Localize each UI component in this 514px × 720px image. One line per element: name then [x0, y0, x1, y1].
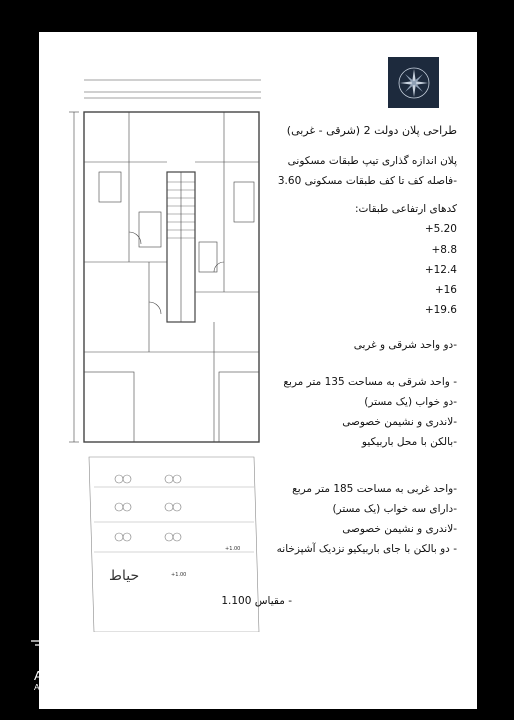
- brand-name: ARHZTARH: [34, 668, 108, 683]
- plan-elev-label: +1.00: [171, 572, 187, 578]
- scale-label: - مقیاس 1.100: [221, 595, 292, 607]
- west-unit-line: - دو بالکن با جای باربیکیو نزدیک آشپزخانه: [276, 543, 457, 555]
- units-summary: -دو واحد شرقی و غربی: [353, 339, 457, 351]
- east-unit-line: - واحد شرقی به مساحت 135 متر مربع: [283, 376, 457, 388]
- plan-elev-label: +1.00: [225, 546, 241, 552]
- east-unit-line: -بالکن با محل باربیکیو: [361, 436, 457, 448]
- west-unit-line: -لاندری و نشیمن خصوصی: [342, 523, 457, 535]
- page-title: طراحی پلان دولت 2 (شرقی - غربی): [286, 124, 457, 137]
- level-value: +19.6: [424, 304, 457, 316]
- plan-desc-line: -فاصله کف تا کف طبقات مسکونی 3.60: [277, 175, 457, 187]
- level-value: +8.8: [431, 244, 457, 256]
- west-unit-line: -واحد غربی به مساحت 185 متر مربع: [292, 483, 457, 495]
- levels-heading: کدهای ارتفاعی طبقات:: [354, 203, 457, 215]
- document-sheet: [39, 32, 477, 709]
- west-unit-line: -دارای سه خواب (یک مستر): [332, 503, 457, 515]
- plan-desc-line: پلان اندازه گذاری تیپ طبقات مسکونی: [287, 155, 457, 167]
- level-value: +5.20: [424, 223, 457, 235]
- plan-yard-label: حیاط: [109, 568, 140, 584]
- brand-tagline: ALL RIGHT RESERVED: [34, 682, 132, 692]
- level-value: +16: [434, 284, 457, 296]
- level-value: +12.4: [424, 264, 457, 276]
- east-unit-line: -لاندری و نشیمن خصوصی: [342, 416, 457, 428]
- description-column: [221, 32, 457, 672]
- brand-logo-icon: [29, 638, 69, 668]
- east-unit-line: -دو خواب (یک مستر): [364, 396, 457, 408]
